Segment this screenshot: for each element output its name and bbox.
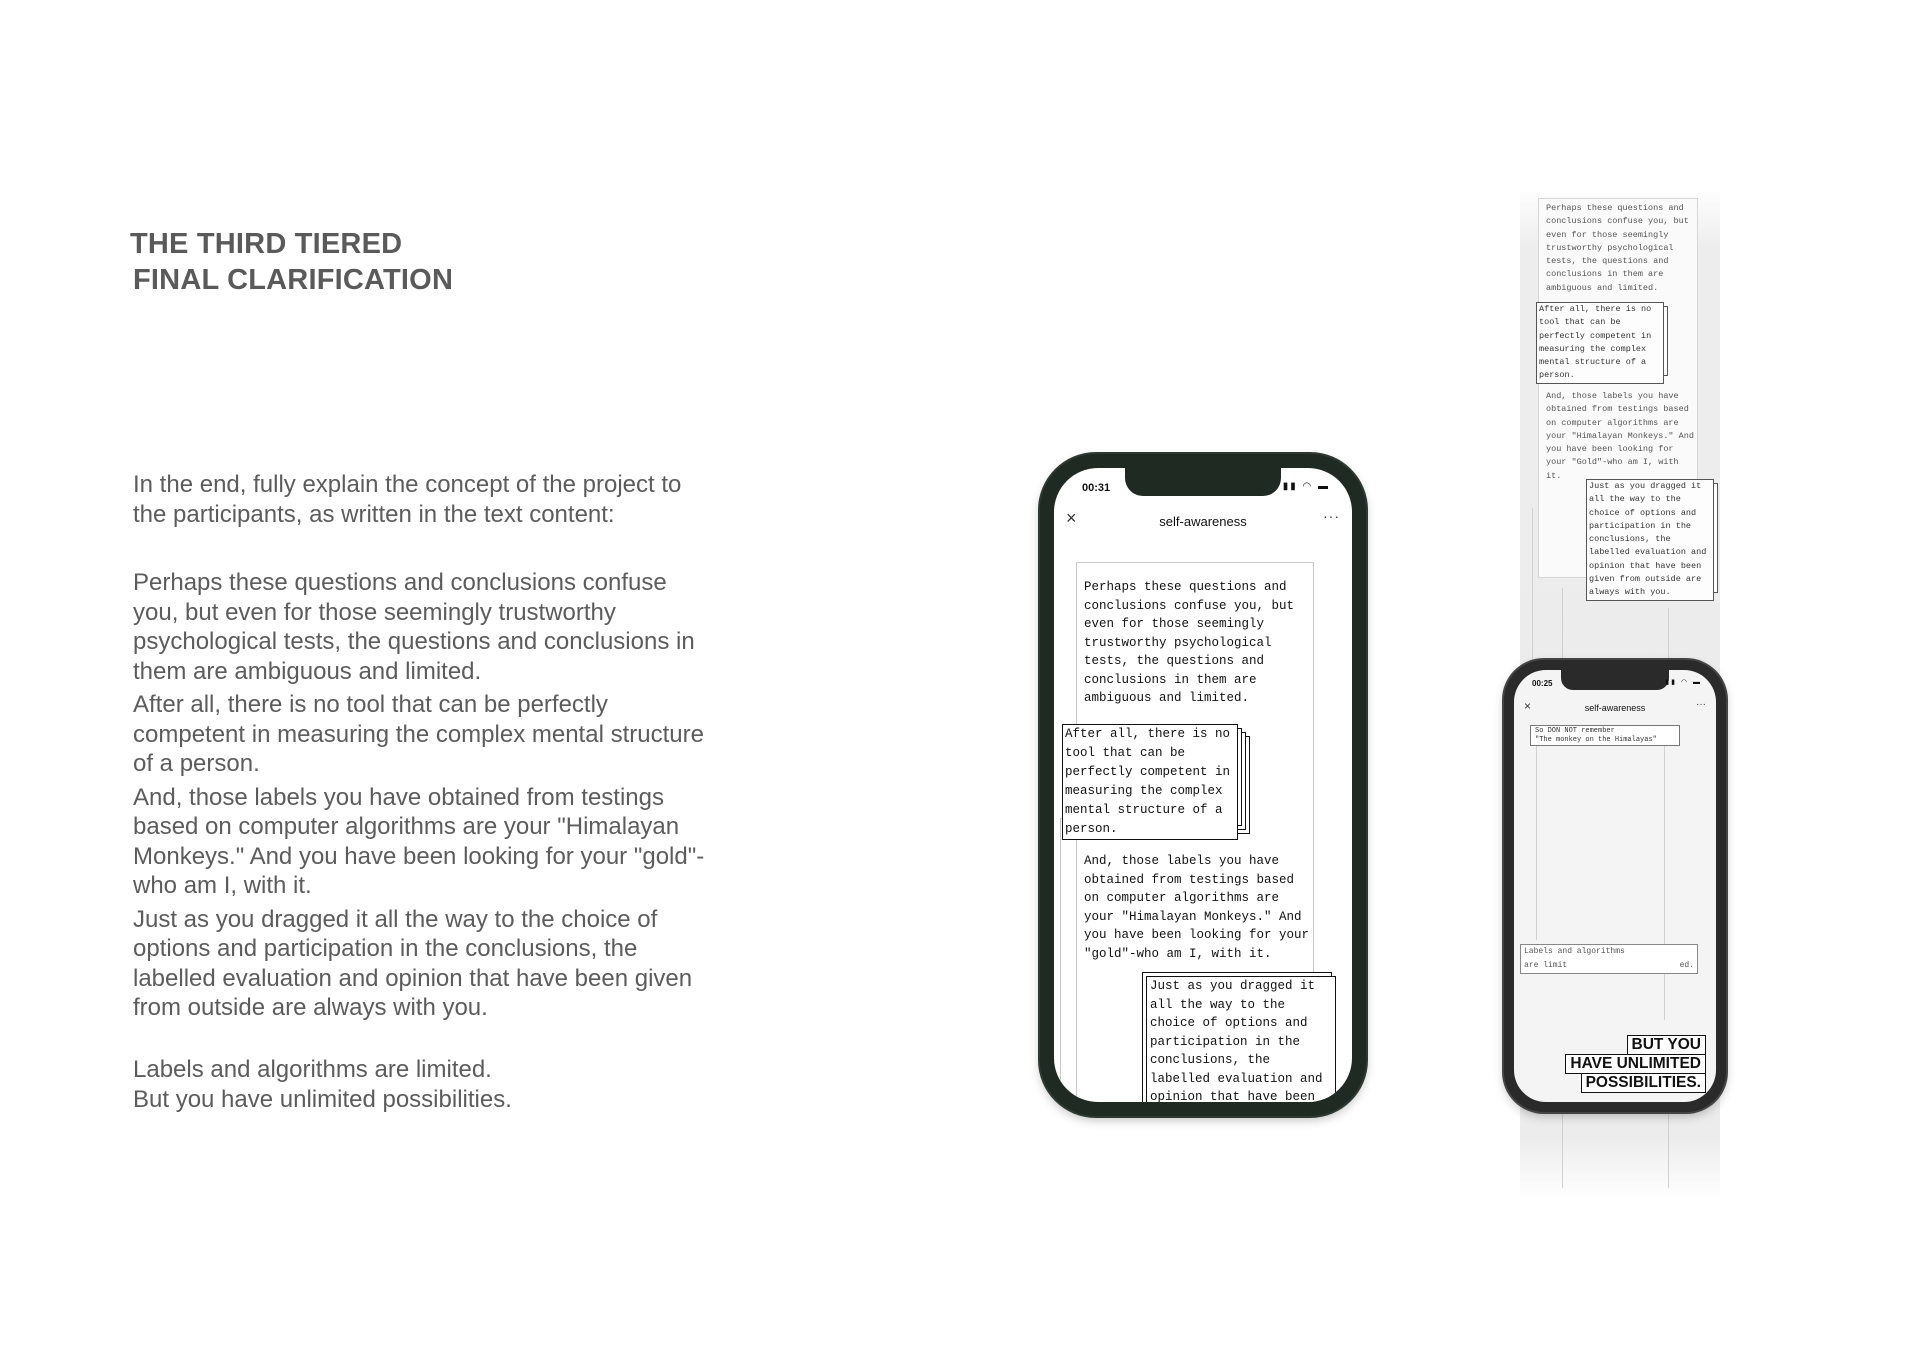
big-line-3: POSSIBILITIES.: [1581, 1073, 1706, 1093]
strip-paragraph-3: And, those labels you have obtained from testings based on computer algorithms are your "Himalayan Monkeys." And you have been looking for your "Gold"-who am I, with it.: [1546, 391, 1694, 481]
unlimited-possibilities-block: [1565, 1036, 1706, 1093]
remember-line-2: "The monkey on the Himalayas": [1535, 735, 1657, 744]
strip-paragraph-1: Perhaps these questions and conclusions confuse you, but even for those seemingly trustworthy psychological tests, the questions and conclusions in them are ambiguous and limited.: [1546, 203, 1689, 293]
phone-mockup-main: [1040, 454, 1366, 1116]
close-icon[interactable]: ×: [1066, 508, 1077, 528]
section-heading: [130, 226, 453, 298]
draggable-text-block-2[interactable]: Just as you dragged it all the way to the choice of options and participation in the conclusions, the labelled evaluation and opinion that have been: [1146, 976, 1336, 1102]
labels-line-2a: are limit: [1524, 961, 1568, 970]
status-icons: ▮▮ ◠ ▬: [1282, 481, 1330, 492]
draggable-text-block[interactable]: After all, there is no tool that can be perfectly competent in measuring the complex mental structure of a person.: [1062, 724, 1238, 840]
labels-line-2: [1524, 959, 1694, 973]
strip-draggable-block-2: Just as you dragged it all the way to the choice of options and participation in the conclusions, the labelled evaluation and opinion that have been given from outside are always with you.: [1586, 479, 1714, 601]
status-time-2: 00:25: [1532, 679, 1553, 688]
labels-note: [1520, 944, 1698, 974]
labels-line-1: Labels and algorithms: [1524, 947, 1625, 956]
strip-draggable-block: After all, there is no tool that can be perfectly competent in measuring the complex mental structure of a person.: [1536, 302, 1664, 384]
app-title-2: self-awareness: [1584, 703, 1646, 713]
explanation-paragraphs: [133, 568, 713, 1027]
heading-line-2: FINAL CLARIFICATION: [133, 264, 454, 296]
phone-notch: [1125, 468, 1281, 496]
labels-line-2b: ed.: [1679, 961, 1694, 970]
more-options-icon-2[interactable]: ···: [1696, 699, 1706, 710]
intro-text: In the end, fully explain the concept of the project to the participants, as written in the text content:: [133, 471, 682, 528]
phone2-notch: [1561, 670, 1669, 690]
closing-line-1: Labels and algorithms are limited.: [133, 1056, 492, 1083]
phone2-screen: [1514, 670, 1716, 1102]
heading-line-1: THE THIRD TIERED: [130, 228, 403, 260]
paragraph-3: And, those labels you have obtained from testings based on computer algorithms are your "Himalayan Monkeys." And you have been looking for your "gold"-who am I, with it.: [133, 783, 705, 899]
remember-line-1: So DON NOT remember: [1535, 727, 1615, 735]
paragraph-2: After all, there is no tool that can be perfectly competent in measuring the complex mental structure of a person.: [133, 691, 704, 777]
status-time: 00:31: [1082, 482, 1111, 494]
screen-paragraph-3: And, those labels you have obtained from testings based on computer algorithms are your "Himalayan Monkeys." And you have been looking for your "gold"-who am I, with it.: [1084, 854, 1310, 961]
status-icons-2: ▮▮ ◠ ▬: [1665, 679, 1702, 686]
phone2-rail: [1536, 740, 1537, 940]
app-title: self-awareness: [1159, 514, 1247, 529]
remember-note: [1530, 725, 1680, 746]
close-icon-2[interactable]: ×: [1524, 699, 1532, 713]
big-line-1: BUT YOU: [1627, 1035, 1706, 1055]
phone2-rail-2: [1664, 740, 1665, 1020]
paragraph-4: Just as you dragged it all the way to the choice of options and participation in the conclusions, the labelled evaluation and opinion that have been given from outside are always with you.: [133, 905, 693, 1021]
page-frame-offset: [1060, 818, 1078, 1102]
more-options-icon[interactable]: ···: [1323, 508, 1340, 524]
closing-text: [133, 1055, 713, 1114]
screen-paragraph-1: Perhaps these questions and conclusions confuse you, but even for those seemingly trustworthy psychological tests, the questions and conclusions in them are ambiguous and limited.: [1084, 580, 1295, 705]
big-line-2: HAVE UNLIMITED: [1565, 1054, 1706, 1074]
paragraph-1: Perhaps these questions and conclusions confuse you, but even for those seemingly trustworthy psychological tests, the questions and conclusions in them are ambiguous and limited.: [133, 569, 695, 685]
phone-mockup-secondary: [1504, 660, 1726, 1112]
phone-screen: [1054, 468, 1352, 1102]
closing-line-2: But you have unlimited possibilities.: [133, 1085, 512, 1113]
